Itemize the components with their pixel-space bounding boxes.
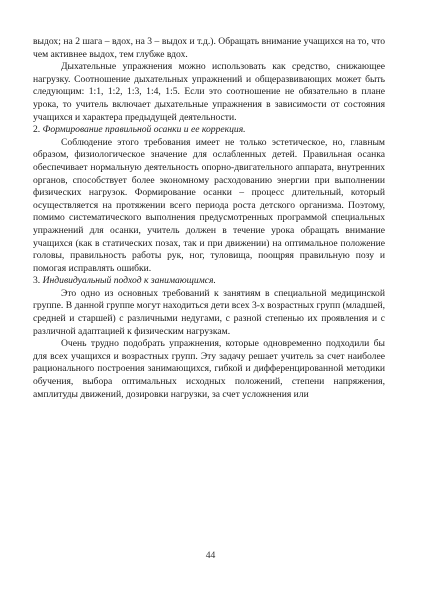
document-page	[33, 36, 385, 401]
paragraph-posture: Соблюдение этого требования имеет не только эстетическое, но, главным образом, физиологическое значение для ослабленных детей. Правильная осанка обеспечивает нормальную деятельность опорно-двигательного аппарата, внутренних органов, способствует более экономному расходованию энергии при выполнении физических нагрузок. Формирование осанки – процесс длительный, который осуществляется на протяжении всего периода роста детского организма. Поэтому, помимо систематического выполнения предусмотренных программой специальных упражнений для осанки, учитель должен в течение урока обращать внимание учащихся (как в статических позах, так и при движении) на оптимальное положение головы, правильность работы рук, ног, туловища, поощряя правильную позу и помогая исправлять ошибки.	[33, 136, 385, 274]
paragraph-breathing-exercises: Дыхательные упражнения можно использовать как средство, снижающее нагрузку. Соотношение дыхательных упражнений и общеразвивающих может быть следующим: 1:1, 1:2, 1:3, 1:4, 1:5. Если это соотношение не обязательно в плане урока, то учитель включает дыхательные упражнения в зависимости от состояния учащихся и характера предыдущей деятельности.	[33, 61, 385, 123]
paragraph-individual-approach: Это одно из основных требований к занятиям в специальной медицинской группе. В данной группе могут находиться дети всех 3-х возрастных групп (младшей, средней и старшей) с различными недугами, с разной степенью их проявления и с различной адаптацией к физическим нагрузкам.	[33, 287, 385, 337]
section-heading-posture	[33, 124, 385, 137]
section-number: 2.	[33, 124, 41, 136]
section-number: 3.	[33, 275, 41, 287]
page-number: 44	[205, 550, 216, 561]
paragraph-exercise-selection: Очень трудно подобрать упражнения, которые одновременно подходили бы для всех учащихся и возрастных групп. Эту задачу решает учитель за счет наиболее рационального построения занимающихся, гибкой и дифференцированной методики обучения, выбора оптимальных исходных положений, степени напряжения, амплитуды движений, дозировки нагрузки, за счет усложнения или	[33, 338, 385, 400]
section-title: Формирование правильной осанки и ее коррекция.	[42, 124, 246, 136]
section-heading-individual-approach	[33, 275, 385, 288]
paragraph-breathing-continuation: выдох; на 2 шага – вдох, на 3 – выдох и т.д.). Обращать внимание учащихся на то, что чем активнее выдох, тем глубже вдох.	[33, 36, 385, 60]
section-title: Индивидуальный подход к занимающимся.	[42, 275, 216, 287]
